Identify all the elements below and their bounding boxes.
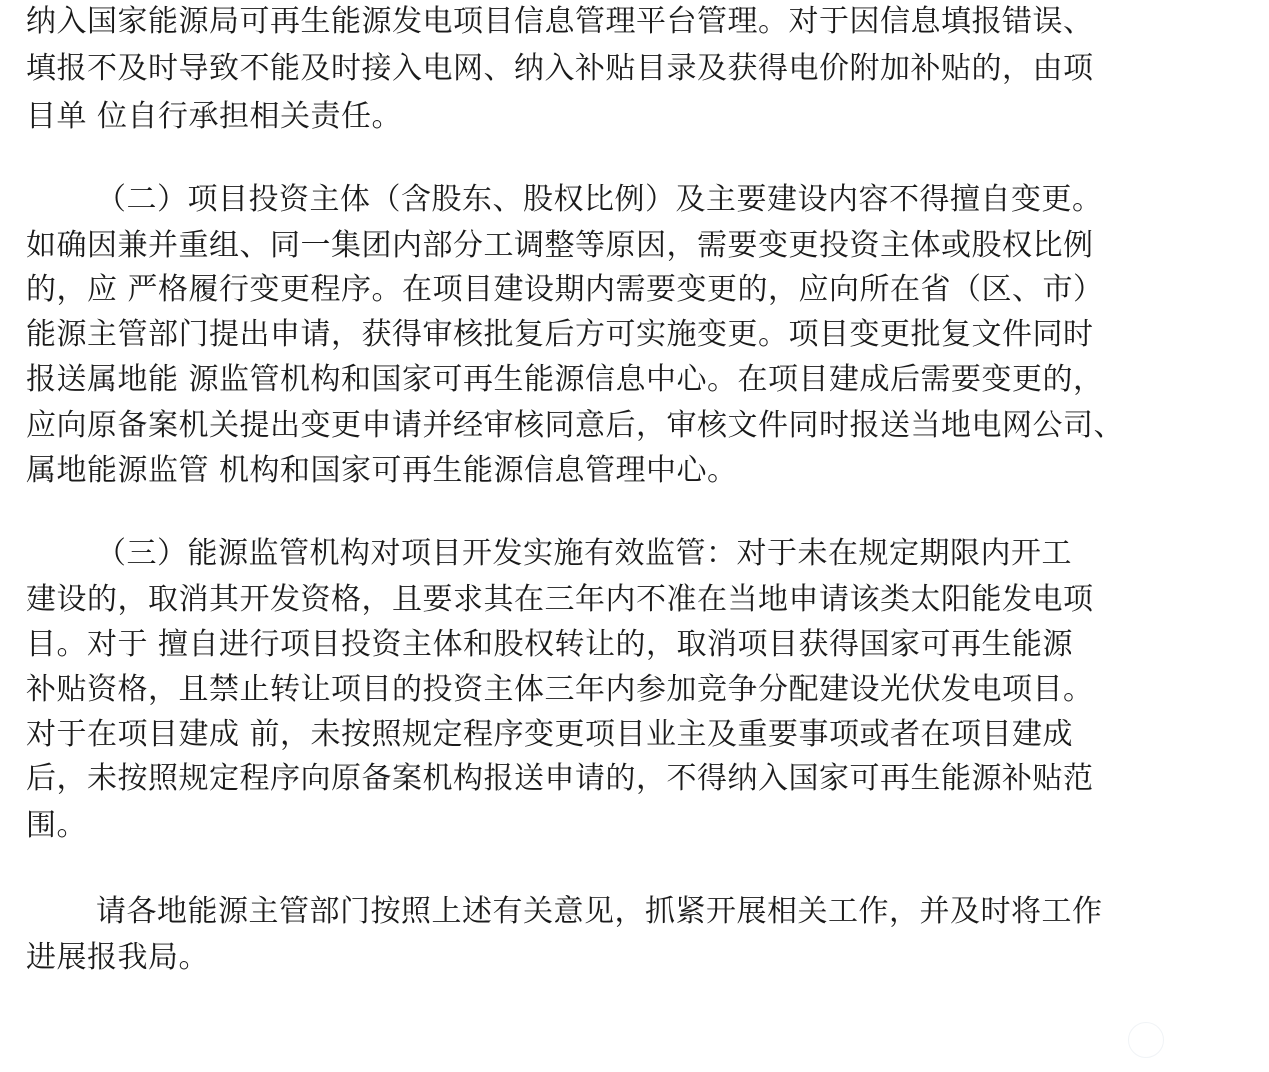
paragraph-line: 请各地能源主管部门按照上述有关意见，抓紧开展相关工作，并及时将工作	[96, 894, 1103, 929]
paragraph-line: 目单 位自行承担相关责任。	[26, 99, 403, 134]
paragraph-line: 进展报我局。	[26, 940, 209, 975]
paragraph-line: 对于在项目建成 前，未按照规定程序变更项目业主及重要事项或者在项目建成	[26, 717, 1074, 752]
paragraph-line: 补贴资格，且禁止转让项目的投资主体三年内参加竞争分配建设光伏发电项目。	[26, 672, 1094, 707]
paragraph-line: 围。	[26, 808, 87, 843]
paragraph-line: 后，未按照规定程序向原备案机构报送申请的，不得纳入国家可再生能源补贴范	[26, 761, 1094, 796]
paragraph-line: 的，应 严格履行变更程序。在项目建设期内需要变更的，应向所在省（区、市）	[26, 272, 1104, 307]
paragraph-line: 建设的，取消其开发资格，且要求其在三年内不准在当地申请该类太阳能发电项	[26, 582, 1094, 617]
paragraph-line: 属地能源监管 机构和国家可再生能源信息管理中心。	[26, 453, 738, 488]
paragraph-line: 纳入国家能源局可再生能源发电项目信息管理平台管理。对于因信息填报错误、	[26, 4, 1094, 39]
paragraph-line: （二）项目投资主体（含股东、股权比例）及主要建设内容不得擅自变更。	[96, 182, 1103, 217]
paragraph-line: 能源主管部门提出申请，获得审核批复后方可实施变更。项目变更批复文件同时	[26, 317, 1094, 352]
paragraph-line: 填报不及时导致不能及时接入电网、纳入补贴目录及获得电价附加补贴的，由项	[26, 51, 1094, 86]
paragraph-line: 应向原备案机关提出变更申请并经审核同意后，审核文件同时报送当地电网公司、	[26, 408, 1124, 443]
paragraph-line: 报送属地能 源监管机构和国家可再生能源信息中心。在项目建成后需要变更的，	[26, 362, 1104, 397]
paragraph-line: 如确因兼并重组、同一集团内部分工调整等原因，需要变更投资主体或股权比例	[26, 228, 1094, 263]
paragraph-line: （三）能源监管机构对项目开发实施有效监管：对于未在规定期限内开工	[96, 536, 1072, 571]
watermark-logo	[1128, 1022, 1164, 1058]
paragraph-line: 目。对于 擅自进行项目投资主体和股权转让的，取消项目获得国家可再生能源	[26, 627, 1074, 662]
